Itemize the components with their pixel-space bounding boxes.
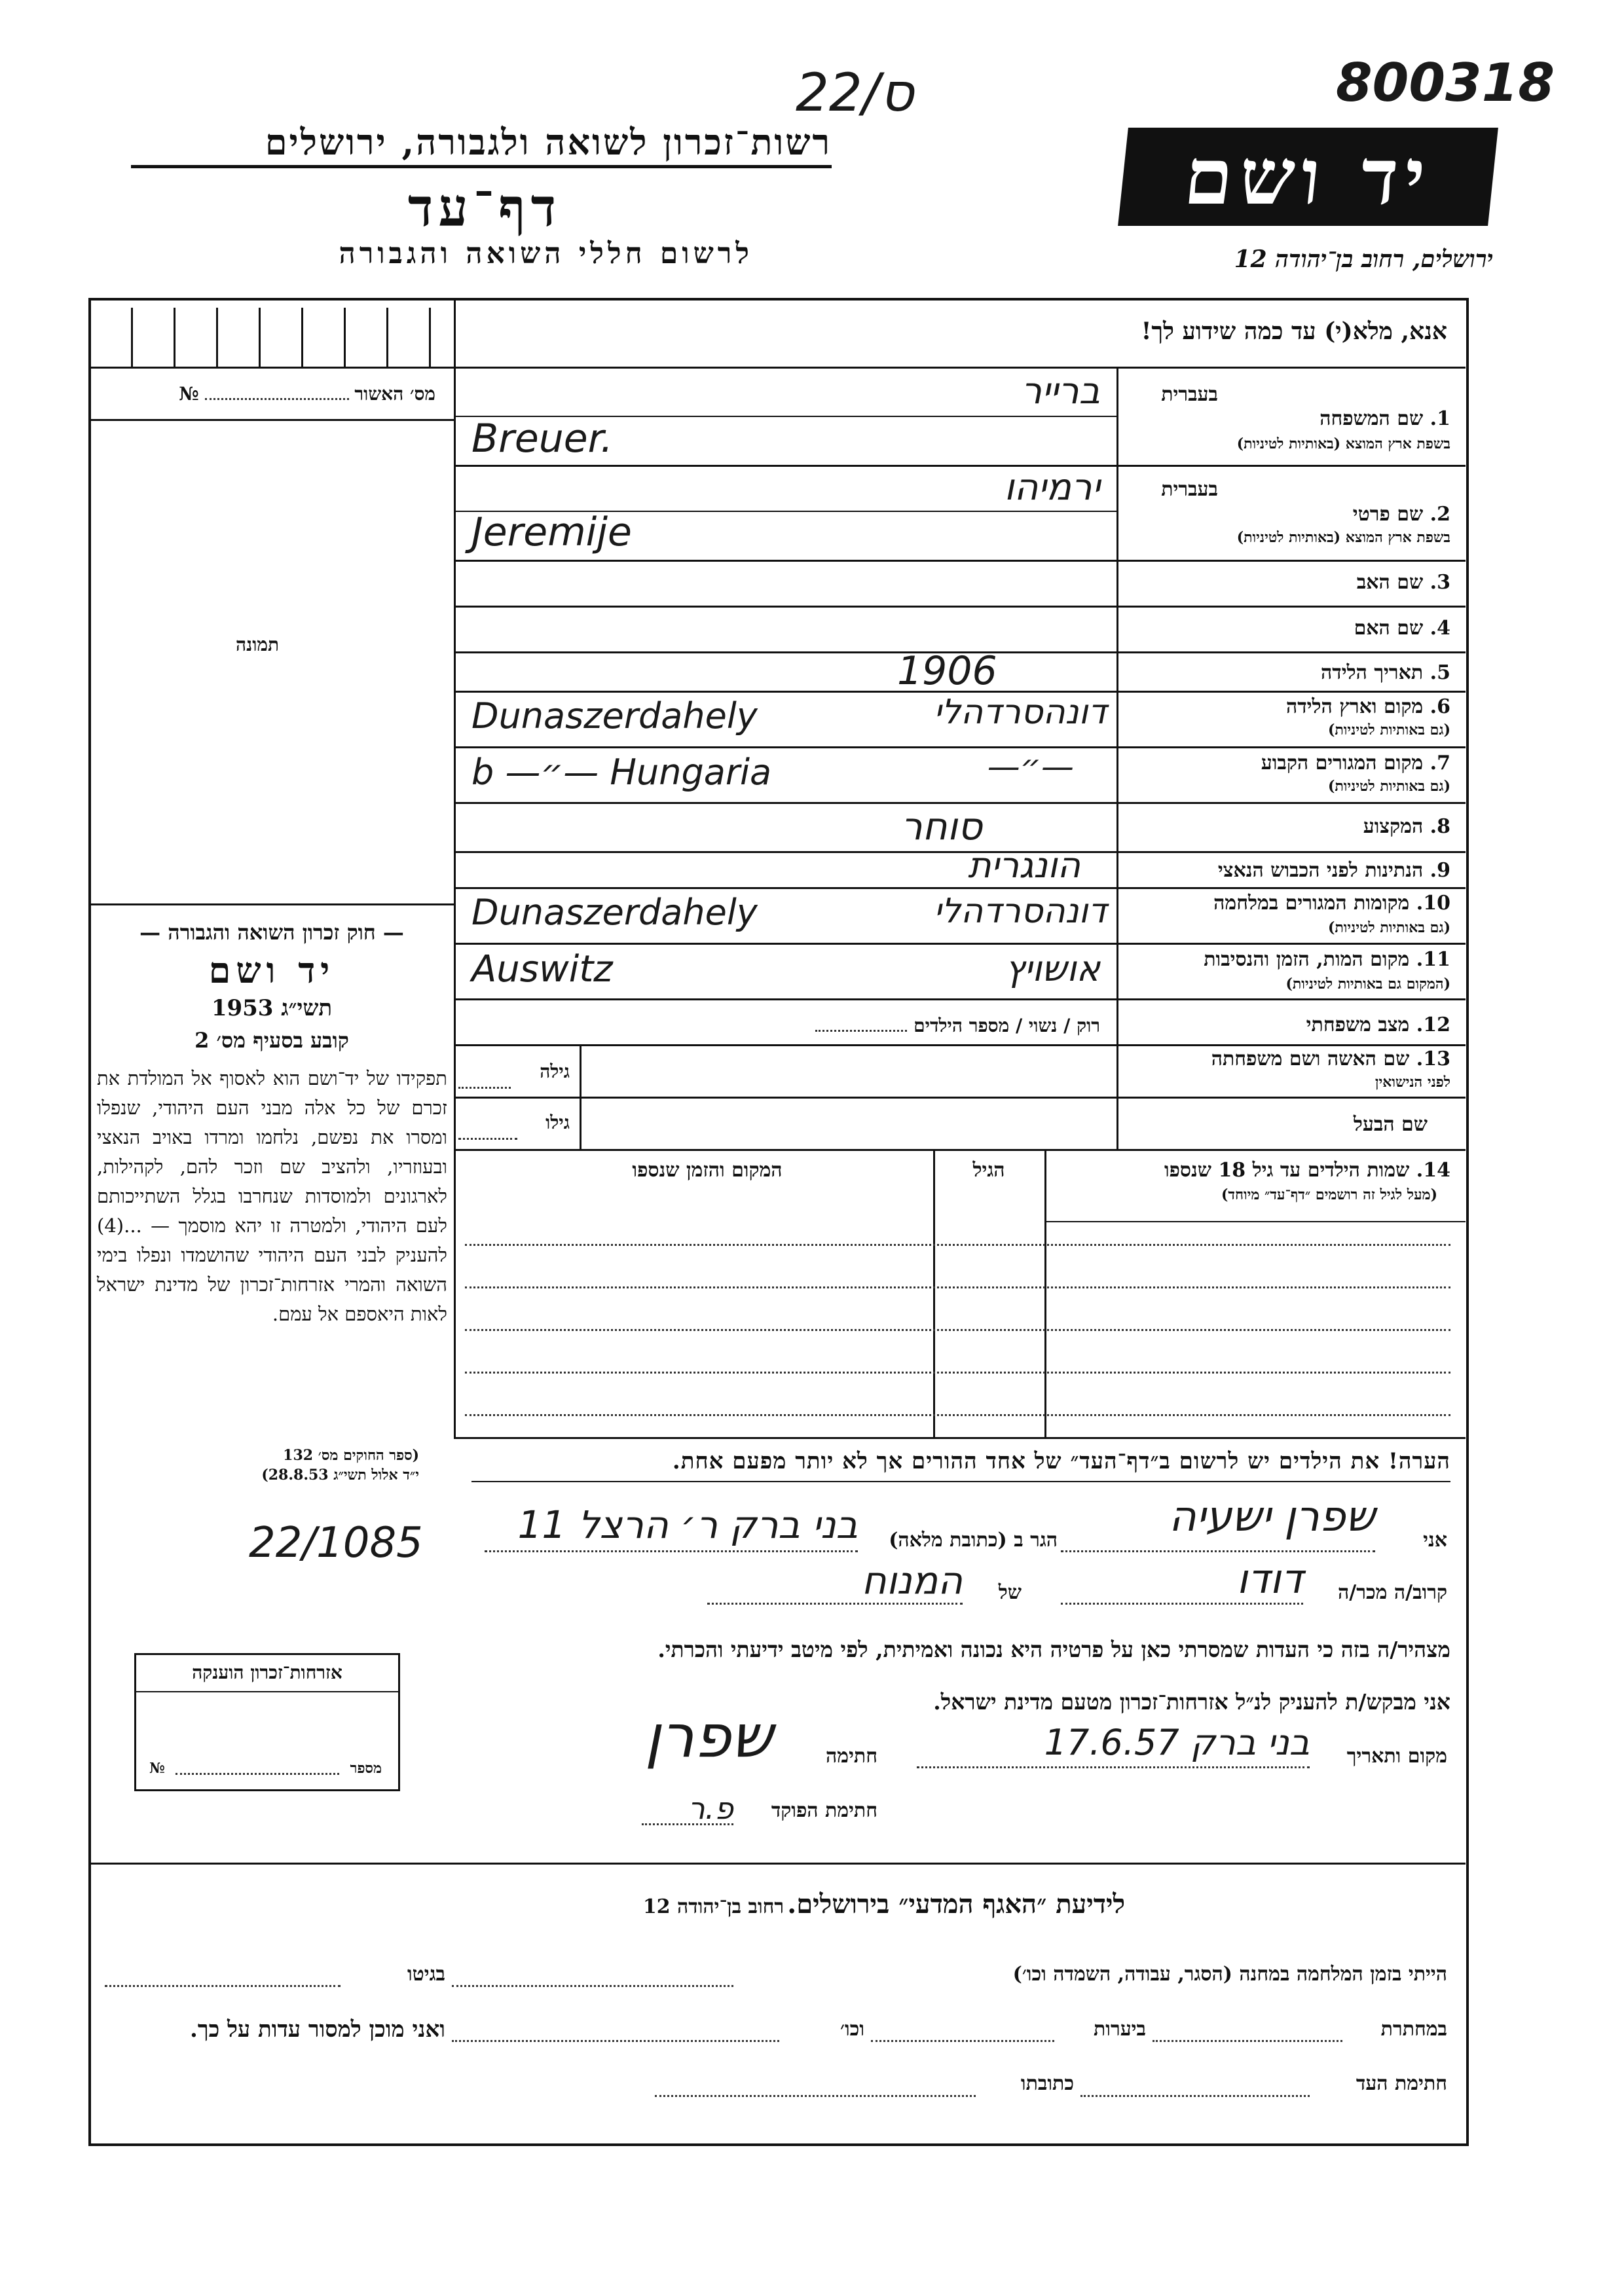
law-title: — חוק זכרון השואה והגבורה — xyxy=(139,920,404,945)
decl-declare-text: מצהיר/ה בזה כי העדות שמסרתי כאן על פרטיה היא נכונה ואמיתית, לפי מיטב ידיעתי והכרתי. xyxy=(657,1637,1450,1662)
left-column-divider xyxy=(454,298,456,1437)
note-text: הערה! את הילדים יש לרשום ב״דף־העד״ של אחד ההורים אך לא יותר מפעם אחת. xyxy=(672,1448,1450,1474)
header-address: ירושלים, רחוב בן־יהודה 12 xyxy=(1234,246,1493,273)
tick xyxy=(429,308,431,367)
tick xyxy=(301,308,303,367)
field-8-num: 8. xyxy=(1430,815,1450,838)
stamp-box-title: אזרחות־זכרון הוענקה xyxy=(192,1662,342,1683)
field-10-num: 10. xyxy=(1416,892,1450,915)
field-11-label xyxy=(1133,948,1450,972)
field-7-value-latin[interactable]: b —״— Hungaria xyxy=(471,752,772,793)
field-1-sub: בשפת ארץ המוצא (באותיות לטיניות) xyxy=(1236,435,1450,452)
decl-request-text: אני מבקש/ת להעניק לנ״ל אזרחות־זכרון מטעם מדינת ישראל. xyxy=(933,1689,1450,1715)
bottom-title-text: לידיעת ״האגף המדעי״ בירושלים. xyxy=(787,1889,1126,1920)
tick xyxy=(386,308,388,367)
husband-age-input[interactable] xyxy=(458,1138,517,1140)
law-clause: קובע בסעיף מס׳ 2 xyxy=(194,1028,349,1053)
bottom-address: רחוב בן־יהודה 12 xyxy=(642,1895,784,1918)
field-14-sub: (מעל לגיל זה רושמים ״דף־עד״ מיוחד) xyxy=(1221,1186,1437,1203)
row-divider xyxy=(454,887,1466,889)
bottom-underground-label: במחתרת xyxy=(1380,2018,1447,2041)
field-11-value-latin[interactable]: Auswitz xyxy=(471,948,613,991)
law-reference-2: י״ד אלול תשי״ג 28.8.53) xyxy=(261,1467,419,1484)
field-12-text: מצב משפחתי xyxy=(1306,1013,1410,1036)
tick xyxy=(344,308,346,367)
children-header-divider xyxy=(1044,1221,1466,1222)
field-9-num: 9. xyxy=(1430,859,1450,882)
row-divider xyxy=(454,943,1466,945)
field-1-num: 1. xyxy=(1430,407,1450,430)
decl-officer-label: חתימת הפוקד xyxy=(771,1799,877,1822)
authority-name: רשות־זכרון לשואה ולגבורה, ירושלים xyxy=(265,121,832,163)
law-reference-1: (ספר החוקים מס׳ 132 xyxy=(283,1447,419,1464)
field-2-num: 2. xyxy=(1430,503,1450,526)
wife-age-label: גילה xyxy=(540,1061,570,1082)
stamp-box-number-line[interactable] xyxy=(175,1773,339,1775)
bottom-line1-text: הייתי בזמן המלחמה במחנה (הסגר, עבודה, השמדה וכו׳) xyxy=(1012,1963,1447,1986)
field-8-text: המקצוע xyxy=(1363,815,1424,838)
stamp-box-divider xyxy=(136,1691,398,1692)
form-title: דף־עד xyxy=(407,177,562,238)
field-13-num: 13. xyxy=(1416,1048,1450,1070)
field-9-label xyxy=(1133,859,1450,883)
bottom-forests-label: ביערות xyxy=(1093,2018,1146,2041)
field-7-num: 7. xyxy=(1430,752,1450,774)
children-age-col-left xyxy=(933,1149,935,1437)
tick xyxy=(216,308,218,367)
field-14-num: 14. xyxy=(1416,1159,1450,1182)
law-name: יד ושם xyxy=(208,949,335,991)
field-3-num: 3. xyxy=(1430,571,1450,594)
children-row[interactable] xyxy=(465,1372,1450,1374)
row-divider xyxy=(454,560,1466,562)
bottom-witness-signature-field[interactable] xyxy=(1080,2095,1310,2097)
field-11-value-hebrew[interactable]: אושויץ xyxy=(1005,948,1100,989)
tick-row-bottom xyxy=(90,367,454,369)
authority-underline xyxy=(131,165,832,168)
field-10-value-latin[interactable]: Dunaszerdahely xyxy=(471,892,758,933)
bottom-underground-field[interactable] xyxy=(1153,2040,1342,2042)
children-age-col-right xyxy=(1044,1149,1046,1437)
row-divider xyxy=(454,606,1466,608)
marital-status-options: רוק / נשוי / מספר הילדים xyxy=(913,1015,1100,1036)
field-11-num: 11. xyxy=(1416,948,1450,971)
decl-place-date-line xyxy=(917,1766,1310,1768)
field-2-label xyxy=(1231,503,1450,526)
decl-shel-line xyxy=(707,1603,963,1605)
stamp-box-number-label: מספר xyxy=(350,1760,382,1777)
field-8-label xyxy=(1133,815,1450,839)
field-12-num: 12. xyxy=(1416,1013,1450,1036)
field-2-value-hebrew[interactable]: ירמיהו xyxy=(1004,466,1100,509)
law-year: תשי״ג 1953 xyxy=(211,995,333,1021)
field-1-value-latin[interactable]: Breuer. xyxy=(471,416,613,462)
row-divider xyxy=(454,1149,1466,1151)
field-7-text: מקום המגורים הקבוע xyxy=(1261,752,1424,774)
children-row[interactable] xyxy=(465,1329,1450,1331)
label-column-divider xyxy=(1116,367,1118,1149)
tick xyxy=(259,308,261,367)
field-1-label xyxy=(1231,407,1450,431)
wife-age-input[interactable] xyxy=(458,1087,511,1089)
yad-vashem-logo xyxy=(1118,128,1498,226)
decl-resides-label: הגר ב (כתובת מלאה) xyxy=(889,1529,1058,1552)
bottom-section-divider xyxy=(90,1863,1466,1865)
field-3-label xyxy=(1133,571,1450,594)
decl-shel-value[interactable]: המנוח xyxy=(861,1558,963,1603)
row-divider xyxy=(454,1097,1466,1099)
approval-no-symbol: № xyxy=(179,383,199,405)
field-6-value-hebrew[interactable]: דונהסרדהלי xyxy=(934,693,1107,732)
field-6-value-latin[interactable]: Dunaszerdahely xyxy=(471,695,758,737)
field-6-label xyxy=(1133,695,1450,719)
bottom-witness-signature-label: חתימת העד xyxy=(1356,2072,1447,2095)
field-14-label xyxy=(1048,1159,1450,1182)
field-7-value-hebrew[interactable]: —״— xyxy=(987,748,1074,786)
stamp-box-no-symbol: № xyxy=(149,1760,165,1777)
field-6-sub: (גם באותיות לטיניות) xyxy=(1327,721,1450,738)
field-1-text: שם המשפחה xyxy=(1320,407,1424,430)
instruction-divider xyxy=(454,367,1466,369)
field-14-text: שמות הילדים עד גיל 18 שנספו xyxy=(1164,1159,1410,1182)
children-col-place: המקום והזמן שנספו xyxy=(632,1159,783,1182)
logo-text: יד ושם xyxy=(1180,131,1436,222)
bottom-ghetto-label: בגיטו xyxy=(407,1963,445,1986)
decl-ani-value[interactable]: שפרן ישעיה xyxy=(1168,1493,1375,1541)
field-7-label xyxy=(1133,752,1450,775)
children-col-age: הגיל xyxy=(972,1159,1005,1182)
note-underline xyxy=(471,1481,1450,1482)
approval-number-label xyxy=(105,383,435,405)
instruction-text: אנא, מלא(י) עד כמה שידוע לך! xyxy=(1141,318,1447,345)
decl-shel-label: של xyxy=(998,1581,1022,1604)
husband-age-label: גילו xyxy=(545,1112,570,1133)
left-handwritten-ref: 22/1085 xyxy=(249,1519,423,1567)
bottom-address-label: כתובתו xyxy=(1020,2072,1074,2095)
field-12-options[interactable] xyxy=(655,1015,1100,1037)
tick xyxy=(174,308,175,367)
field-2-sub: בשפת ארץ המוצא (באותיות לטיניות) xyxy=(1236,529,1450,546)
decl-resides-line xyxy=(485,1550,858,1552)
decl-ani-line xyxy=(1061,1550,1375,1552)
decl-place-date-label: מקום ותאריך xyxy=(1346,1745,1447,1768)
form-subtitle: לרשום חללי השואה והגבורה xyxy=(339,237,753,270)
decl-signature-label: חתימה xyxy=(826,1745,877,1768)
photo-box-bottom xyxy=(90,903,454,905)
archive-number: 800318 xyxy=(1336,52,1555,113)
decl-relative-value[interactable]: דודו xyxy=(1236,1555,1303,1603)
children-row[interactable] xyxy=(465,1244,1450,1246)
field-13-sub: לפני הנישואין xyxy=(1375,1074,1450,1091)
children-row[interactable] xyxy=(465,1286,1450,1288)
field-11-sub: (המקום גם באותיות לטיניות) xyxy=(1285,975,1450,993)
field-6-num: 6. xyxy=(1430,695,1450,718)
field-4-label xyxy=(1133,617,1450,640)
handwritten-file-number: 22/ס xyxy=(796,62,914,123)
bottom-address-field[interactable] xyxy=(655,2095,976,2097)
field-4-text: שם האם xyxy=(1354,617,1424,640)
tick xyxy=(131,308,133,367)
field-10-sub: (גם באותיות לטיניות) xyxy=(1327,919,1450,936)
husband-label: שם הבעל xyxy=(1353,1113,1428,1136)
children-row[interactable] xyxy=(465,1414,1450,1416)
citizenship-stamp-box xyxy=(134,1653,400,1791)
decl-officer-value[interactable]: פ.ר xyxy=(688,1791,733,1826)
decl-resides-value[interactable]: בני ברק ר׳ הרצל 11 xyxy=(517,1503,858,1547)
field-1-value-hebrew[interactable]: ברייר xyxy=(1021,370,1100,412)
bottom-title xyxy=(458,1889,1310,1920)
children-table-bottom xyxy=(454,1437,1466,1439)
bottom-line1-field[interactable] xyxy=(452,1985,733,1987)
field-2-text: שם פרטי xyxy=(1352,503,1424,526)
field-9-value[interactable]: הונגרית xyxy=(968,845,1080,886)
decl-officer-line xyxy=(642,1823,733,1825)
field-9-text: הנתינות לפני הכבוש הנאצי xyxy=(1217,859,1424,882)
bottom-ghetto-field[interactable] xyxy=(105,1985,341,1987)
field-8-value[interactable]: סוחר xyxy=(900,804,982,848)
field-10-text: מקומות המגורים במלחמה xyxy=(1213,892,1410,915)
field-12-label xyxy=(1133,1013,1450,1037)
field-4-num: 4. xyxy=(1430,617,1450,640)
field-2-value-latin[interactable]: Jeremije xyxy=(471,509,632,555)
field-11-text: מקום המות, הזמן והנסיבות xyxy=(1204,948,1410,971)
decl-relative-label: קרוב/ה מכר/ה xyxy=(1338,1581,1447,1604)
decl-signature-value[interactable]: שפרן xyxy=(644,1702,773,1771)
row-divider xyxy=(454,998,1466,1000)
field-5-label xyxy=(1133,661,1450,685)
row-divider xyxy=(454,1044,1466,1046)
spouse-age-divider xyxy=(580,1044,581,1149)
field-6-text: מקום וארץ הלידה xyxy=(1285,695,1424,718)
law-body: תפקידו של יד־ושם הוא לאסוף אל המולדת את זכרם של כל אלה מבני העם היהודי, שנפלו ומסרו את נפשם, נלחמו ומרדו באויב הנאצי ובעוזריו, ולהציב שם וזכר להם, לקהילות, לארגונים ולמוסדות שנחרבו בגלל השתייכותם לעם היהודי, ולמטרה זו יהא מוסמך — ...(4) להעניק לבני העם היהודי שהושמדו ונפלו בימי השואה והמרי אזרחות־זכרון של מדינת ישראל לאות היאספם אל עמם. xyxy=(97,1067,447,1325)
field-7-sub: (גם באותיות לטיניות) xyxy=(1327,778,1450,795)
bottom-etc-field[interactable] xyxy=(452,2040,779,2042)
field-5-value[interactable]: 1906 xyxy=(897,648,997,694)
field-5-text: תאריך הלידה xyxy=(1321,661,1424,684)
bottom-forests-field[interactable] xyxy=(871,2040,1054,2042)
field-2-hebrew-tag: בעברית xyxy=(1161,478,1218,501)
decl-ani-label: אני xyxy=(1423,1529,1447,1552)
field-3-text: שם האב xyxy=(1356,571,1424,594)
photo-box-top xyxy=(90,419,454,421)
photo-label: תמונה xyxy=(236,634,280,655)
bottom-testimony-text: ואני מוכן למסור עדות על כך. xyxy=(190,2016,445,2043)
field-13-text: שם האשה ושם משפחתה xyxy=(1211,1048,1410,1070)
bottom-etc-label: וכו׳ xyxy=(840,2018,864,2041)
field-1-hebrew-tag: בעברית xyxy=(1161,383,1218,406)
approval-label: מס׳ האשור xyxy=(354,383,435,405)
field-13-label xyxy=(1133,1048,1450,1071)
field-5-num: 5. xyxy=(1430,661,1450,684)
decl-place-date-value[interactable]: בני ברק 17.6.57 xyxy=(1044,1722,1310,1763)
field-10-label xyxy=(1133,892,1450,915)
decl-relative-line xyxy=(1061,1603,1303,1605)
field-10-value-hebrew[interactable]: דונהסרדהלי xyxy=(934,892,1107,931)
